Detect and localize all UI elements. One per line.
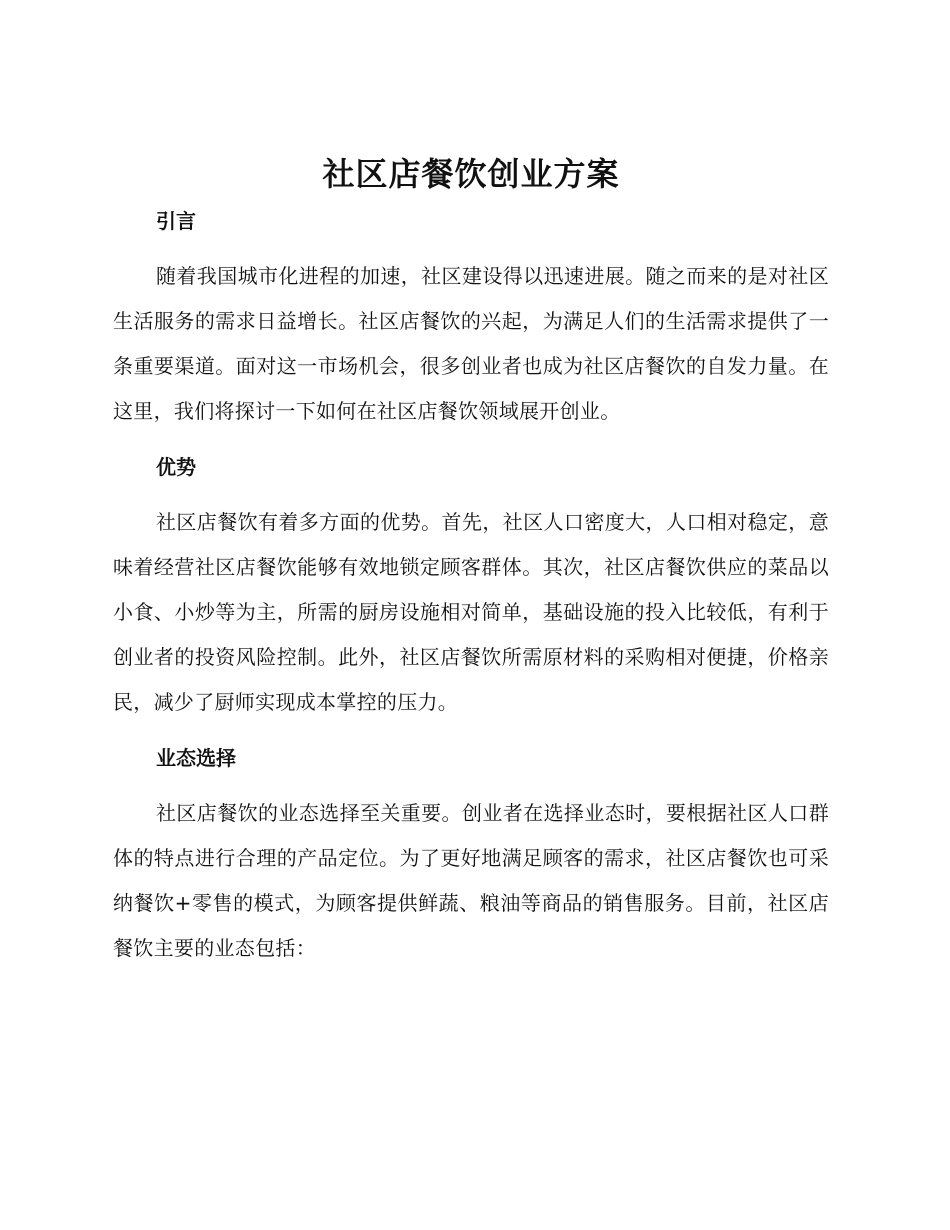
section-paragraph: 社区店餐饮的业态选择至关重要。创业者在选择业态时，要根据社区人口群体的特点进行合理的产品定位。为了更好地满足顾客的需求，社区店餐饮也可采纳餐饮+零售的模式，为顾客提供鲜蔬、粮油等商品的销售服务。目前，社区店餐饮主要的业态包括： <box>113 801 829 960</box>
section-advantages <box>113 444 829 725</box>
section-heading: 引言 <box>156 209 196 233</box>
section-heading: 业态选择 <box>156 746 236 770</box>
section-paragraph: 社区店餐饮有着多方面的优势。首先，社区人口密度大，人口相对稳定，意味着经营社区店餐饮能够有效地锁定顾客群体。其次，社区店餐饮供应的菜品以小食、小炒等为主，所需的厨房设施相对简单，基础设施的投入比较低，有利于创业者的投资风险控制。此外，社区店餐饮所需原材料的采购相对便捷，价格亲民，减少了厨师实现成本掌控的压力。 <box>113 510 829 714</box>
section-business-format <box>113 735 829 971</box>
section-heading: 优势 <box>156 455 196 479</box>
section-paragraph: 随着我国城市化进程的加速，社区建设得以迅速进展。随之而来的是对社区生活服务的需求日益增长。社区店餐饮的兴起，为满足人们的生活需求提供了一条重要渠道。面对这一市场机会，很多创业者也成为社区店餐饮的自发力量。在这里，我们将探讨一下如何在社区店餐饮领域展开创业。 <box>113 264 829 423</box>
document-page <box>113 150 829 971</box>
document-title: 社区店餐饮创业方案 <box>322 155 620 193</box>
section-introduction <box>113 198 829 434</box>
